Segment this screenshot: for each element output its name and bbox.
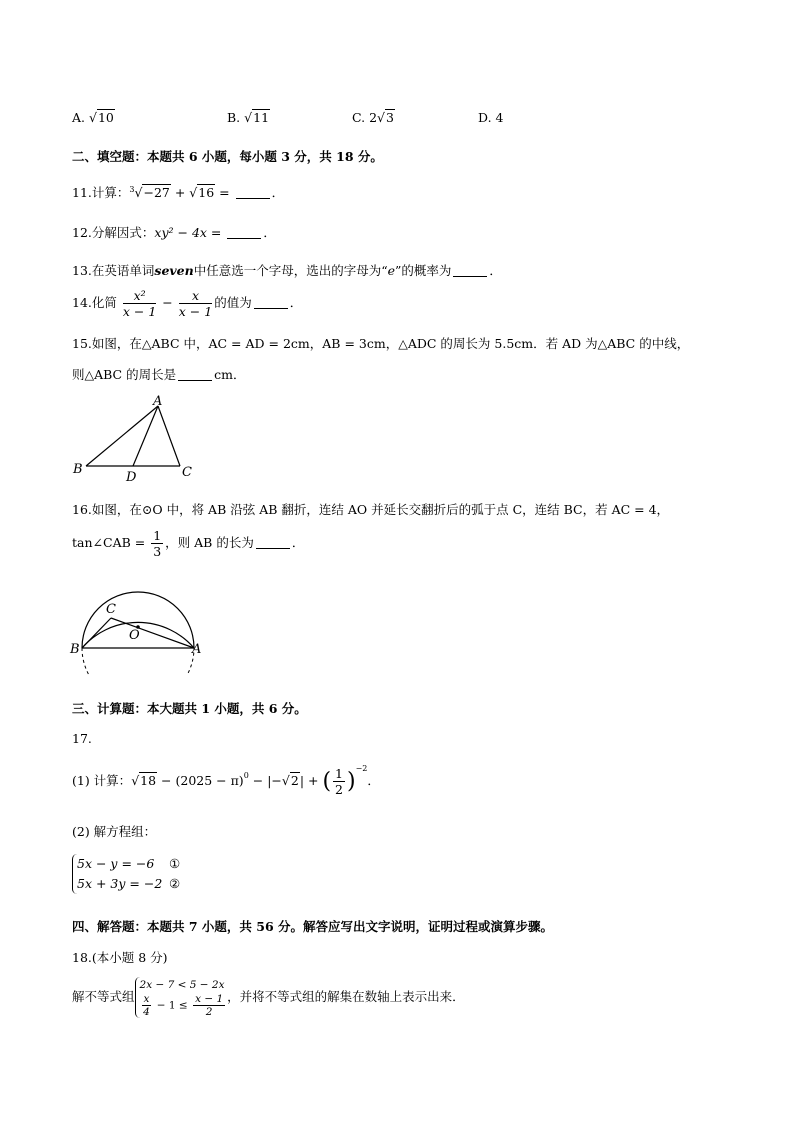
triangle-figure (66, 392, 206, 484)
inequality-2-mid: − 1 ≤ (153, 999, 192, 1012)
fraction-numerator: 1 (335, 766, 343, 781)
option-d (478, 110, 504, 125)
equation-1 (77, 854, 180, 874)
fraction-denominator: x − 1 (178, 304, 213, 319)
equation-2-text: 5x + 3y = −2 (77, 876, 163, 891)
q18-points: (本小题 8 分) (91, 950, 168, 965)
q12-text: 分解因式： (91, 225, 155, 240)
q11-equals: = (215, 185, 234, 200)
option-c-label: C. (352, 110, 366, 125)
q18-text-2: ，并将不等式组的解集在数轴上表示出来． (227, 989, 465, 1004)
question-16-line-2: tan∠CAB = $\frac{1}{3}$ ，则 AB 的长为 ． (72, 528, 305, 559)
q11-radicand-b: 16 (198, 185, 215, 200)
option-b-label: B. (227, 110, 241, 125)
fraction (123, 288, 156, 319)
q17-p1-end: ． (367, 773, 380, 788)
left-paren: ( (322, 769, 332, 794)
q16-line-2b: ，则 AB 的长为 (165, 535, 254, 550)
question-15-line-2 (72, 365, 245, 383)
fraction (142, 993, 152, 1018)
minus-sign: − (158, 295, 177, 310)
q16-line-1: 如图，在⊙O 中，将 AB 沿弦 AB 翻折，连结 AO 并延长交翻折后的弧于点 C，连结 BC，若 AC = 4， (91, 502, 670, 517)
q13-text-3: ”的概率为 (395, 263, 452, 278)
q11-text: 计算： (91, 185, 130, 200)
question-13: 13.在英语单词seven中任意选一个字母，选出的字母为“e”的概率为 ． (72, 263, 502, 278)
q17-p1-term-c: − |− (248, 773, 282, 788)
inequality-system (135, 977, 228, 1018)
label-a: A (192, 642, 202, 657)
answer-blank[interactable] (227, 226, 261, 239)
fraction (193, 993, 225, 1018)
q17-part-1 (72, 764, 380, 797)
label-b: B (73, 462, 83, 477)
option-a (72, 110, 115, 125)
segment-ad (133, 406, 158, 466)
circle-lower-arc (82, 648, 194, 675)
option-a-label: A. (72, 110, 86, 125)
option-c (352, 110, 395, 125)
option-c-coef: 2 (369, 110, 378, 125)
sqrt-sign: √3 (377, 110, 394, 125)
equation-2 (77, 874, 180, 894)
q15-line-1: 如图，在△ABC 中，AC = AD = 2cm，AB = 3cm，△ADC 的周长为 5.5cm．若 AD 为△ABC 的中线， (91, 336, 690, 351)
inequality-1: 2x − 7 < 5 − 2x (139, 979, 225, 991)
q18-body (72, 977, 465, 1018)
q17-p1-label: (1) 计算： (72, 773, 132, 788)
q18-number: 18. (72, 950, 92, 965)
cbrt: √−27 (134, 185, 170, 200)
section-2-title: 二、填空题：本题共 6 小题，每小题 3 分，共 18 分。 (72, 149, 383, 164)
q16-line-2a: tan∠CAB = (72, 535, 150, 550)
q15-line-2a: 则△ABC 的周长是 (72, 367, 177, 382)
circle-figure (68, 570, 208, 675)
label-c: C (182, 465, 192, 480)
fraction-numerator: 1 (153, 528, 162, 543)
right-paren: ) (347, 769, 356, 794)
q18-header (72, 948, 168, 966)
q17-part-2-label: (2) 解方程组： (72, 824, 157, 839)
section-4-title: 四、解答题：本题共 7 小题，共 56 分。解答应写出文字说明，证明过程或演算步骤。 (72, 919, 554, 934)
answer-blank[interactable] (178, 368, 212, 381)
question-12: 12.分解因式：xy² − 4x = ． (72, 225, 276, 240)
label-d: D (126, 470, 137, 484)
option-b (227, 110, 270, 125)
answer-blank[interactable] (254, 296, 288, 309)
fraction (179, 288, 212, 319)
q13-letter: e (387, 263, 396, 278)
fraction (333, 766, 345, 797)
label-c: C (106, 602, 116, 617)
q17-system (72, 854, 180, 894)
option-d-value: 4 (495, 110, 504, 125)
q13-text-1: 在英语单词 (91, 263, 155, 278)
q14-number: 14. (72, 295, 92, 310)
sqrt-sign: √11 (244, 110, 270, 125)
segment-ab (86, 406, 158, 466)
q13-text-2: 中任意选一个字母，选出的字母为“ (193, 263, 388, 278)
option-b-value: 11 (253, 110, 270, 125)
label-b: B (70, 642, 80, 657)
fraction-denominator: 2 (335, 782, 343, 797)
fraction-denominator: 2 (205, 1006, 213, 1018)
q15-number: 15. (72, 336, 92, 351)
fraction-numerator: x (143, 993, 150, 1005)
question-15 (72, 334, 689, 352)
q11-radicand-a: −27 (143, 185, 170, 200)
question-16 (72, 500, 669, 518)
label-o: O (129, 628, 140, 643)
sqrt-sign: √10 (89, 110, 114, 125)
fraction-denominator: x − 1 (122, 304, 157, 319)
brace (72, 854, 180, 894)
q13-word: seven (154, 263, 194, 278)
option-c-value: 3 (386, 110, 394, 125)
fraction-numerator: x − 1 (195, 993, 224, 1005)
section-3-title: 三、计算题：本大题共 1 小题，共 6 分。 (72, 701, 307, 716)
q14-text-2: 的值为 (214, 295, 252, 310)
option-d-label: D. (478, 110, 492, 125)
question-14: 14.化简 $\frac{\text{x²}}{x - 1}$ − $\frac{x}{x - 1}$ 的值为 ． (72, 288, 303, 319)
option-a-value: 10 (97, 110, 114, 125)
equation-2-tag: ② (169, 876, 181, 891)
q17-p1-term-b: − (2025 − π) (157, 773, 244, 788)
fraction-numerator: x (179, 288, 212, 304)
equation-1-tag: ① (169, 856, 181, 871)
answer-blank[interactable] (453, 264, 487, 277)
question-11: 11.计算：$^3$√−27 + √16 = ． (72, 184, 285, 200)
q17-p1-term-d: | + (299, 773, 323, 788)
q16-number: 16. (72, 502, 92, 517)
q11-plus: + (170, 185, 190, 200)
label-a: A (153, 394, 163, 409)
inequality-2 (140, 993, 228, 1018)
segment-bc (82, 618, 111, 648)
fraction-denominator: 3 (153, 544, 162, 559)
q12-number: 12. (72, 225, 92, 240)
q11-number: 11. (72, 185, 92, 200)
q18-text-1: 解不等式组 (72, 989, 135, 1004)
q14-text-1: 化简 (91, 295, 117, 310)
q17-p1-radicand: 18 (140, 773, 157, 788)
q17-p1-exponent-neg2: −2 (355, 764, 368, 773)
segment-ac (111, 618, 194, 648)
sqrt: √2 (281, 773, 299, 788)
equation-1-text: 5x − y = −6 (77, 856, 155, 871)
answer-blank[interactable] (256, 536, 290, 549)
q17-number: 17. (72, 731, 92, 746)
q15-line-2b: cm． (214, 367, 246, 382)
sqrt: √18 (131, 773, 157, 788)
q17-p1-radicand-2: 2 (290, 773, 299, 788)
q13-number: 13. (72, 263, 92, 278)
q12-expression: xy² − 4x = (154, 225, 226, 240)
sqrt: √16 (189, 185, 215, 200)
fraction (151, 528, 163, 559)
answer-blank[interactable] (236, 186, 270, 199)
fraction-denominator: 4 (143, 1006, 150, 1018)
q17-p1-exponent-0: 0 (243, 771, 249, 780)
segment-ac (158, 406, 180, 466)
fraction-numerator: x² (123, 288, 156, 304)
q11-root-index: 3 (129, 184, 135, 194)
